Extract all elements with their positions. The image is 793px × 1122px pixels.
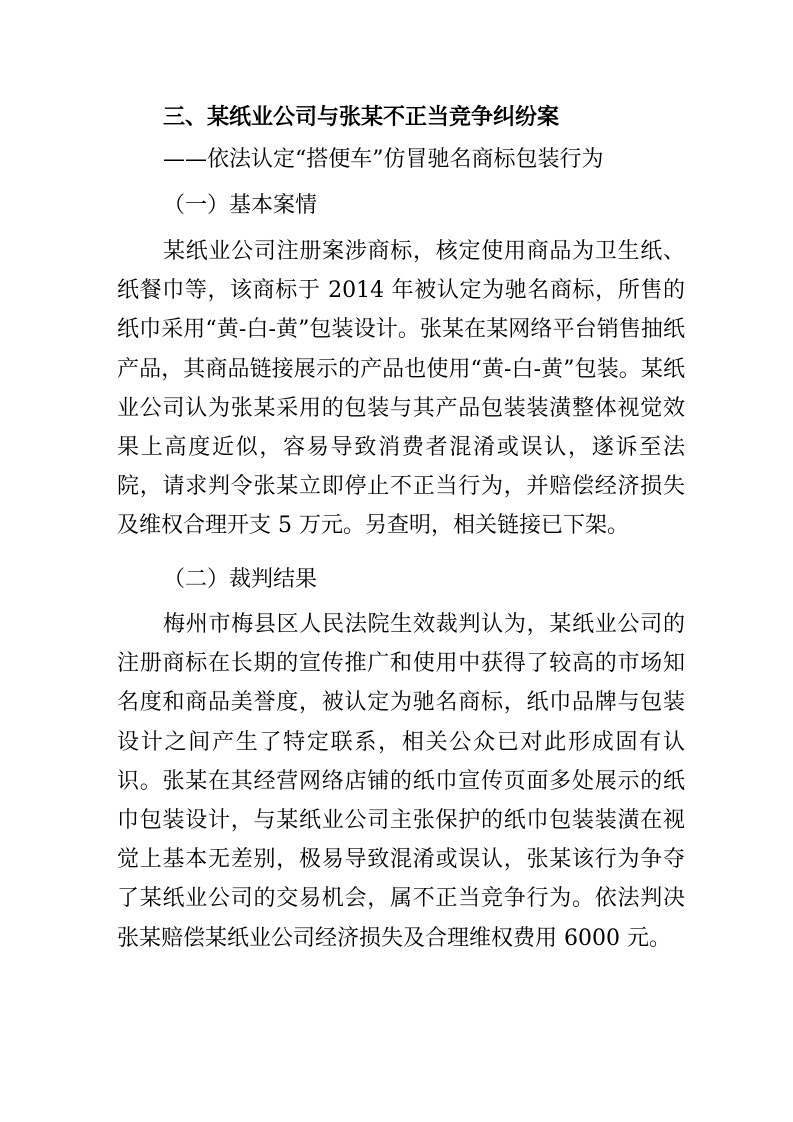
section-heading-basic-facts: （一）基本案情 (163, 193, 318, 218)
section-text-basic-facts: 某纸业公司注册案涉商标，核定使用商品为卫生纸、纸餐巾等，该商标于 2014 年被认定为驰名商标，所售的纸巾采用“黄-白-黄”包装设计。张某在某网络平台销售抽纸产品，其商品链接展示的产品也使用“黄-白-黄”包装。某纸业公司认为张某采用的包装与其产品包装装潢整体视觉效果上高度近似，容易导致消费者混淆或误认，遂诉至法院，请求判令张某立即停止不正当行为，并赔偿经济损失及维权合理开支 5 万元。另查明，相关链接已下架。 (117, 239, 685, 539)
case-title: 三、某纸业公司与张某不正当竞争纠纷案 (163, 105, 560, 130)
section-heading-judgment: （二）裁判结果 (163, 567, 318, 592)
section-text-judgment: 梅州市梅县区人民法院生效裁判认为，某纸业公司的注册商标在长期的宣传推广和使用中获得了较高的市场知名度和商品美誉度，被认定为驰名商标，纸巾品牌与包装设计之间产生了特定联系，相关公众已对此形成固有认识。张某在其经营网络店铺的纸巾宣传页面多处展示的纸巾包装设计，与某纸业公司主张保护的纸巾包装装潢在视觉上基本无差别，极易导致混淆或误认，张某该行为争夺了某纸业公司的交易机会，属不正当竞争行为。依法判决张某赔偿某纸业公司经济损失及合理维权费用 6000 元。 (117, 612, 685, 951)
case-subtitle: ——依法认定“搭便车”仿冒驰名商标包装行为 (163, 147, 604, 172)
